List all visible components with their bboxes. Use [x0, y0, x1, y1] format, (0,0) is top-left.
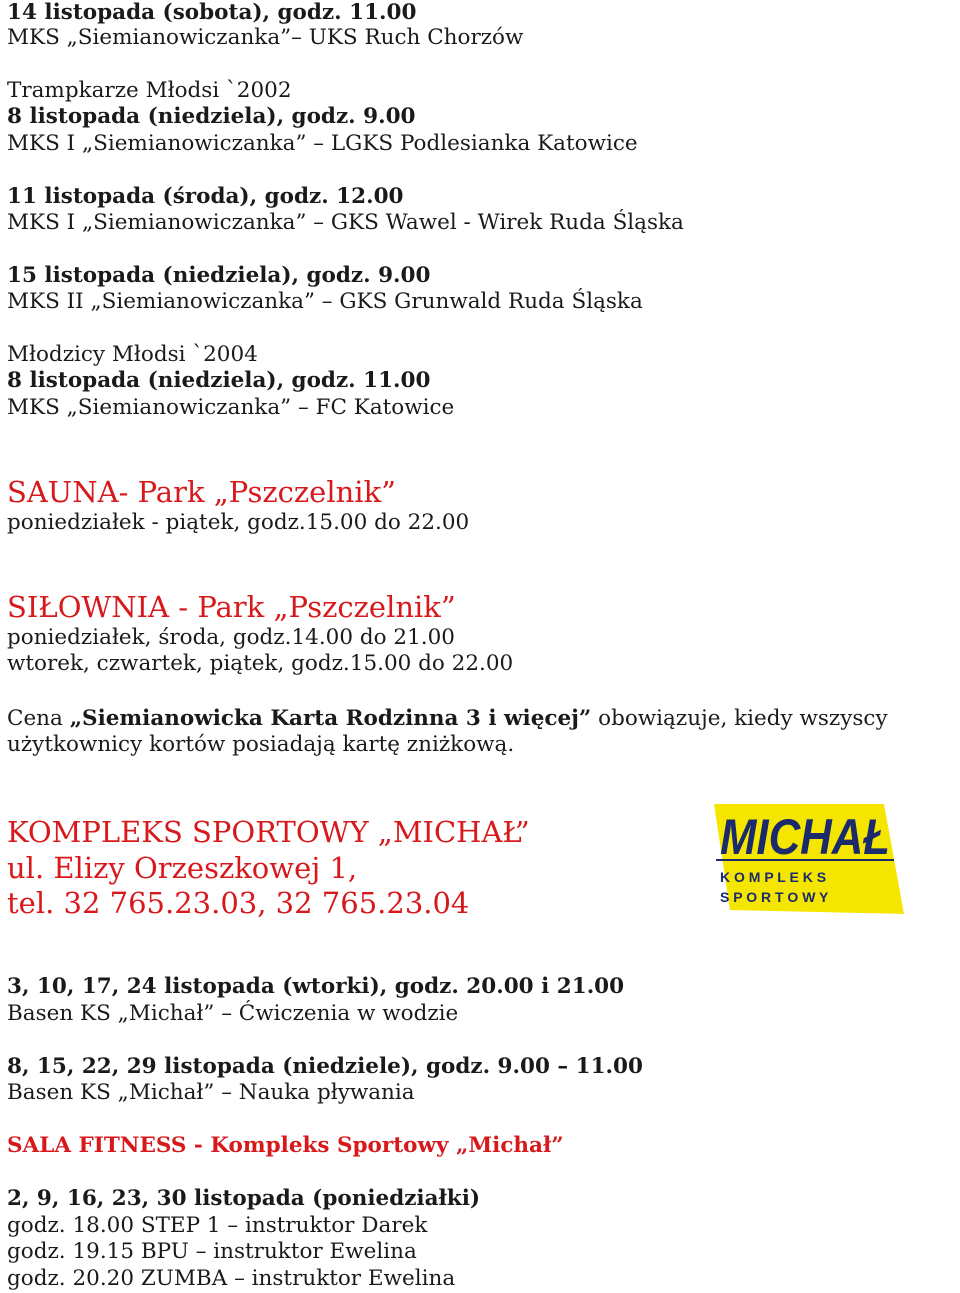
swim-desc: Basen KS „Michał” – Nauka pływania	[7, 1080, 415, 1105]
match-teams: MKS „Siemianowiczanka”– UKS Ruch Chorzów	[7, 25, 524, 50]
complex-title: KOMPLEKS SPORTOWY „MICHAŁ”	[7, 815, 530, 849]
price-note-continued: użytkownicy kortów posiadają kartę zniżkową.	[7, 732, 515, 757]
match-date: 14 listopada (sobota), godz. 11.00	[7, 0, 417, 25]
logo-sub-text: S P O R T O W Y	[720, 889, 829, 905]
sauna-title: SAUNA- Park „Pszczelnik”	[7, 475, 396, 509]
fitness-class: godz. 20.20 ZUMBA – instruktor Ewelina	[7, 1266, 456, 1291]
fitness-title: SALA FITNESS - Kompleks Sportowy „Michał”	[7, 1133, 564, 1158]
match-date: 11 listopada (środa), godz. 12.00	[7, 184, 404, 209]
aqua-date: 3, 10, 17, 24 listopada (wtorki), godz. 20.00 i 21.00	[7, 974, 625, 999]
price-note-suffix: obowiązuje, kiedy wszyscy	[591, 706, 888, 731]
match-date: 8 listopada (niedziela), godz. 9.00	[7, 104, 416, 129]
match-date: 15 listopada (niedziela), godz. 9.00	[7, 263, 431, 288]
gym-hours: poniedziałek, środa, godz.14.00 do 21.00	[7, 625, 455, 650]
match-teams: MKS II „Siemianowiczanka” – GKS Grunwald Ruda Śląska	[7, 289, 643, 314]
gym-hours: wtorek, czwartek, piątek, godz.15.00 do 22.00	[7, 651, 514, 676]
match-teams: MKS „Siemianowiczanka” – FC Katowice	[7, 395, 455, 420]
family-card-name: „Siemianowicka Karta Rodzinna 3 i więcej”	[69, 706, 592, 731]
logo-sub-text: K O M P L E K S	[720, 869, 827, 885]
match-teams: MKS I „Siemianowiczanka” – LGKS Podlesianka Katowice	[7, 131, 638, 156]
complex-address: ul. Elizy Orzeszkowej 1,	[7, 851, 358, 885]
sauna-hours: poniedziałek - piątek, godz.15.00 do 22.00	[7, 510, 470, 535]
complex-phone: tel. 32 765.23.03, 32 765.23.04	[7, 886, 470, 920]
match-teams: MKS I „Siemianowiczanka” – GKS Wawel - Wirek Ruda Śląska	[7, 210, 684, 235]
gym-title: SIŁOWNIA - Park „Pszczelnik”	[7, 590, 456, 624]
match-date: 8 listopada (niedziela), godz. 11.00	[7, 368, 431, 393]
price-note-prefix: Cena	[7, 706, 70, 731]
swim-date: 8, 15, 22, 29 listopada (niedziele), godz. 9.00 – 11.00	[7, 1054, 643, 1079]
aqua-desc: Basen KS „Michał” – Ćwiczenia w wodzie	[7, 1001, 459, 1026]
logo-brand-text: MICHAŁ	[720, 809, 890, 865]
age-group-heading: Młodzicy Młodsi `2004	[7, 342, 258, 367]
price-note	[7, 706, 888, 732]
michal-logo-image	[708, 798, 908, 918]
fitness-dates: 2, 9, 16, 23, 30 listopada (poniedziałki)	[7, 1186, 481, 1211]
age-group-heading: Trampkarze Młodsi `2002	[7, 78, 292, 103]
fitness-class: godz. 18.00 STEP 1 – instruktor Darek	[7, 1213, 428, 1238]
fitness-class: godz. 19.15 BPU – instruktor Ewelina	[7, 1239, 417, 1264]
